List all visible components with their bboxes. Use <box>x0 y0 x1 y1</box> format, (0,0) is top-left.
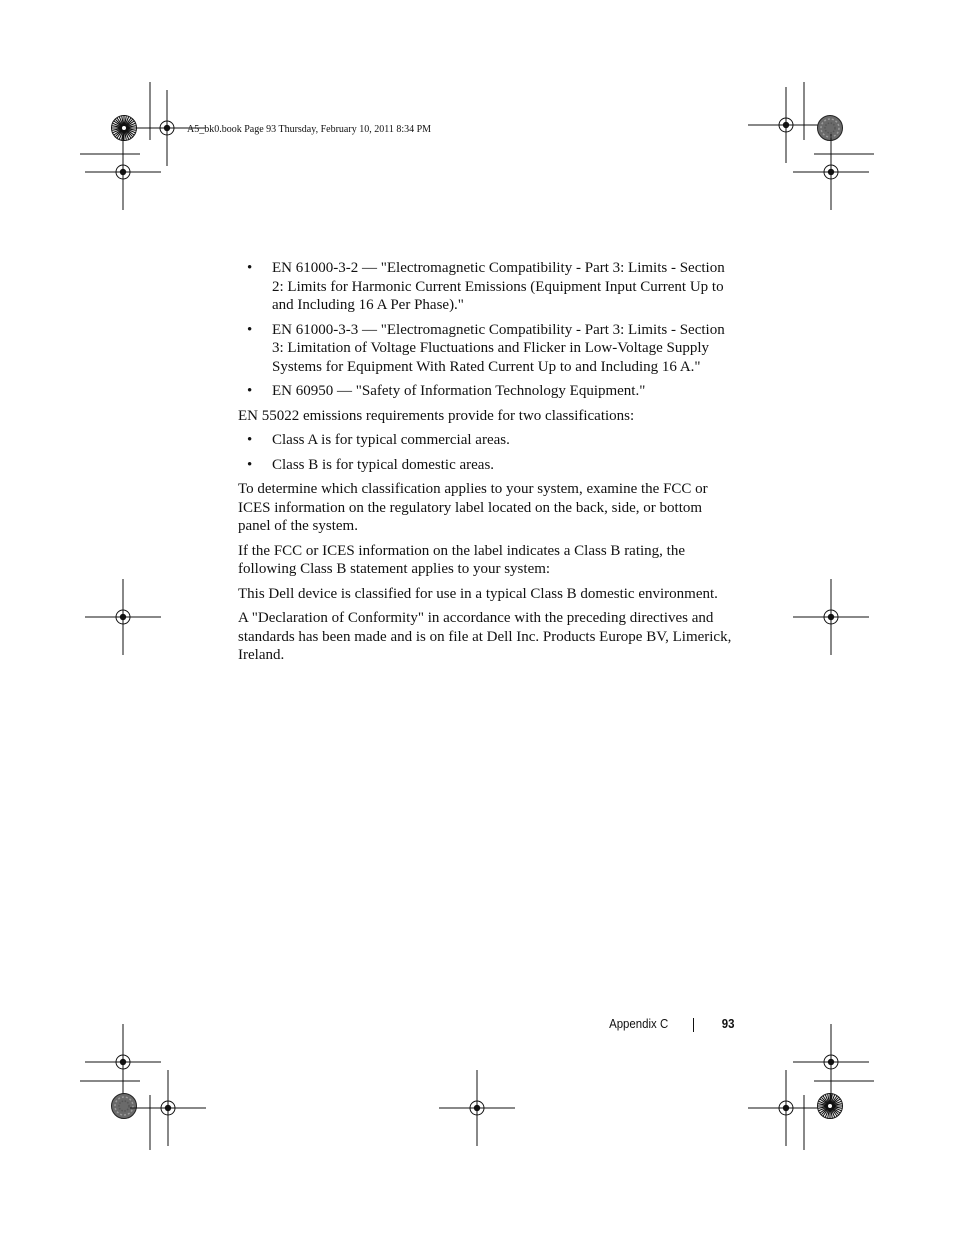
list-item: • EN 61000-3-3 — "Electromagnetic Compatibility - Part 3: Limits - Section 3: Limitation of Voltage Fluctuations and Flicker in Low-Voltage Supply Systems for Equipment With Rated Current Up to and Including 16 A." <box>247 321 725 375</box>
standards-list <box>238 259 738 401</box>
footer-section-label: Appendix C <box>608 1016 668 1031</box>
bullet-icon: • <box>247 383 253 399</box>
bullet-icon: • <box>247 321 253 338</box>
bullet-icon: • <box>247 432 253 448</box>
print-info-header: A5_bk0.book Page 93 Thursday, February 10, 2011 8:34 PM <box>187 124 432 135</box>
list-item: • Class B is for typical domestic areas. <box>247 456 495 473</box>
page-body <box>238 259 738 671</box>
classification-list <box>238 431 738 474</box>
bullet-icon: • <box>247 260 253 276</box>
list-item: • EN 61000-3-2 — "Electromagnetic Compatibility - Part 3: Limits - Section 2: Limits for Harmonic Current Emissions (Equipment Input Current Up to and Including 16 A Per Phase)." <box>247 260 725 313</box>
paragraph-classifications: EN 55022 emissions requirements provide for two classifications: <box>238 407 635 424</box>
footer-divider <box>693 1018 694 1032</box>
paragraph-class-b-statement: This Dell device is classified for use in a typical Class B domestic environment. <box>238 585 718 602</box>
paragraph-class-b-rating: If the FCC or ICES information on the label indicates a Class B rating, the following Class B statement applies to your system: <box>238 542 686 577</box>
paragraph-determine-class: To determine which classification applies to your system, examine the FCC or ICES information on the regulatory label located on the back, side, or bottom panel of the system. <box>238 481 708 534</box>
bullet-icon: • <box>247 456 253 473</box>
list-item: • Class A is for typical commercial areas. <box>247 432 510 448</box>
page-number: 93 <box>721 1016 734 1031</box>
list-item: • EN 60950 — "Safety of Information Technology Equipment." <box>247 383 646 399</box>
paragraph-declaration: A "Declaration of Conformity" in accordance with the preceding directives and standards has been made and is on file at Dell Inc. Products Europe BV, Limerick, Ireland. <box>238 610 732 663</box>
